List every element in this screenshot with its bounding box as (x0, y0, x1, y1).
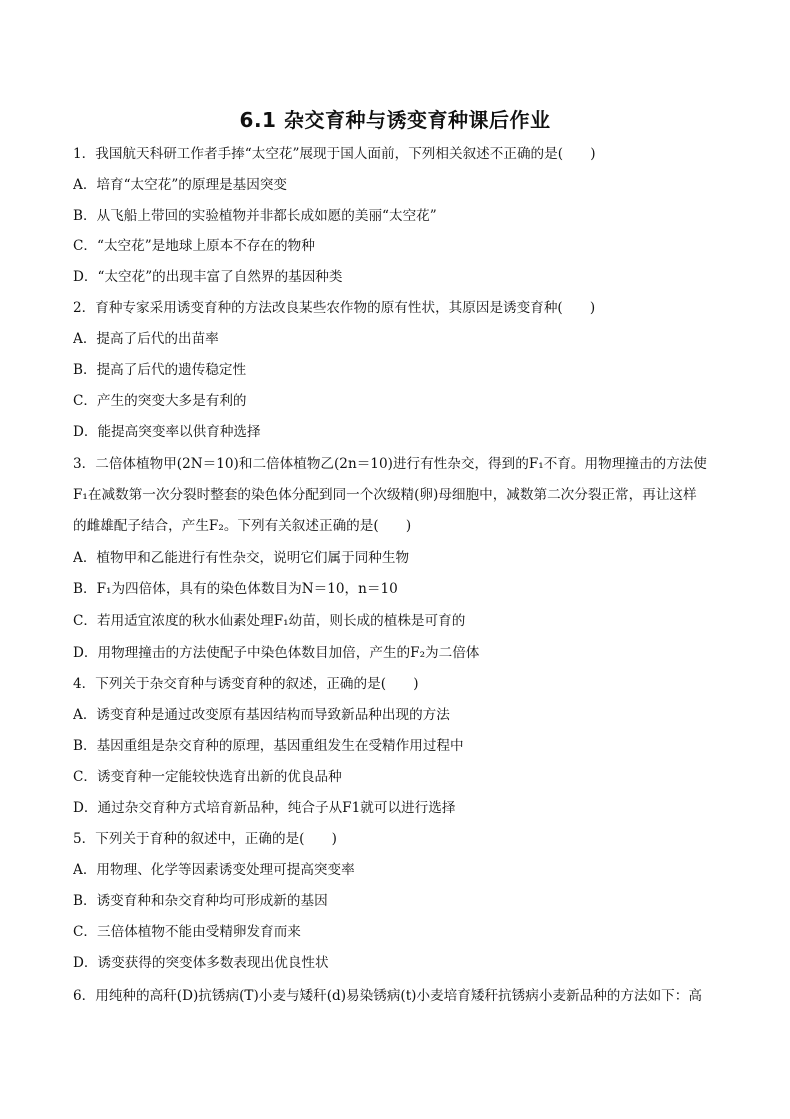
question-4-option-b: B．基因重组是杂交育种的原理，基因重组发生在受精作用过程中 (73, 738, 464, 754)
question-4-option-c: C．诱变育种一定能较快选育出新的优良品种 (73, 769, 342, 785)
question-5-option-a: A．用物理、化学等因素诱变处理可提高突变率 (73, 862, 355, 878)
question-4-option-d: D．通过杂交育种方式培育新品种，纯合子从F1就可以进行选择 (73, 800, 456, 816)
question-3-stem-line-2: F₁在减数第一次分裂时整套的染色体分配到同一个次级精(卵)母细胞中，减数第二次分裂正常，再让这样 (73, 487, 697, 503)
question-6-stem: 6．用纯种的高秆(D)抗锈病(T)小麦与矮秆(d)易染锈病(t)小麦培育矮秆抗锈病小麦新品种的方法如下：高 (73, 988, 702, 1004)
question-3-option-a: A．植物甲和乙能进行有性杂交，说明它们属于同种生物 (73, 550, 410, 566)
question-4-option-a: A．诱变育种是通过改变原有基因结构而导致新品种出现的方法 (73, 707, 450, 723)
question-3-stem-line-1: 3．二倍体植物甲(2N＝10)和二倍体植物乙(2n＝10)进行有性杂交，得到的F₁不育。用物理撞击的方法使 (73, 456, 707, 472)
question-5-option-c: C．三倍体植物不能由受精卵发育而来 (73, 924, 301, 940)
question-1-option-d: D．“太空花”的出现丰富了自然界的基因种类 (73, 269, 343, 285)
question-2-option-a: A．提高了后代的出苗率 (73, 331, 219, 347)
question-2-option-b: B．提高了后代的遗传稳定性 (73, 362, 247, 378)
question-3-stem-line-3: 的雌雄配子结合，产生F₂。下列有关叙述正确的是( ) (73, 518, 412, 534)
page-title: 6.1 杂交育种与诱变育种课后作业 (239, 108, 551, 132)
question-4-stem: 4．下列关于杂交育种与诱变育种的叙述，正确的是( ) (73, 676, 419, 692)
question-1-option-b: B．从飞船上带回的实验植物并非都长成如愿的美丽“太空花” (73, 208, 437, 224)
question-1-option-a: A．培育“太空花”的原理是基因突变 (73, 177, 288, 193)
question-2-option-d: D．能提高突变率以供育种选择 (73, 424, 261, 440)
question-1-option-c: C．“太空花”是地球上原本不存在的物种 (73, 238, 315, 254)
question-3-option-c: C．若用适宜浓度的秋水仙素处理F₁幼苗，则长成的植株是可育的 (73, 613, 466, 629)
question-5-stem: 5．下列关于育种的叙述中，正确的是( ) (73, 831, 337, 847)
question-3-option-d: D．用物理撞击的方法使配子中染色体数目加倍，产生的F₂为二倍体 (73, 645, 480, 661)
question-3-option-b: B．F₁为四倍体，具有的染色体数目为N＝10，n＝10 (73, 581, 398, 597)
question-2-option-c: C．产生的突变大多是有利的 (73, 393, 247, 409)
question-1-stem: 1．我国航天科研工作者手捧“太空花”展现于国人面前，下列相关叙述不正确的是( ) (73, 146, 596, 162)
question-5-option-b: B．诱变育种和杂交育种均可形成新的基因 (73, 893, 328, 909)
question-2-stem: 2．育种专家采用诱变育种的方法改良某些农作物的原有性状，其原因是诱变育种( ) (73, 300, 596, 316)
question-5-option-d: D．诱变获得的突变体多数表现出优良性状 (73, 955, 329, 971)
